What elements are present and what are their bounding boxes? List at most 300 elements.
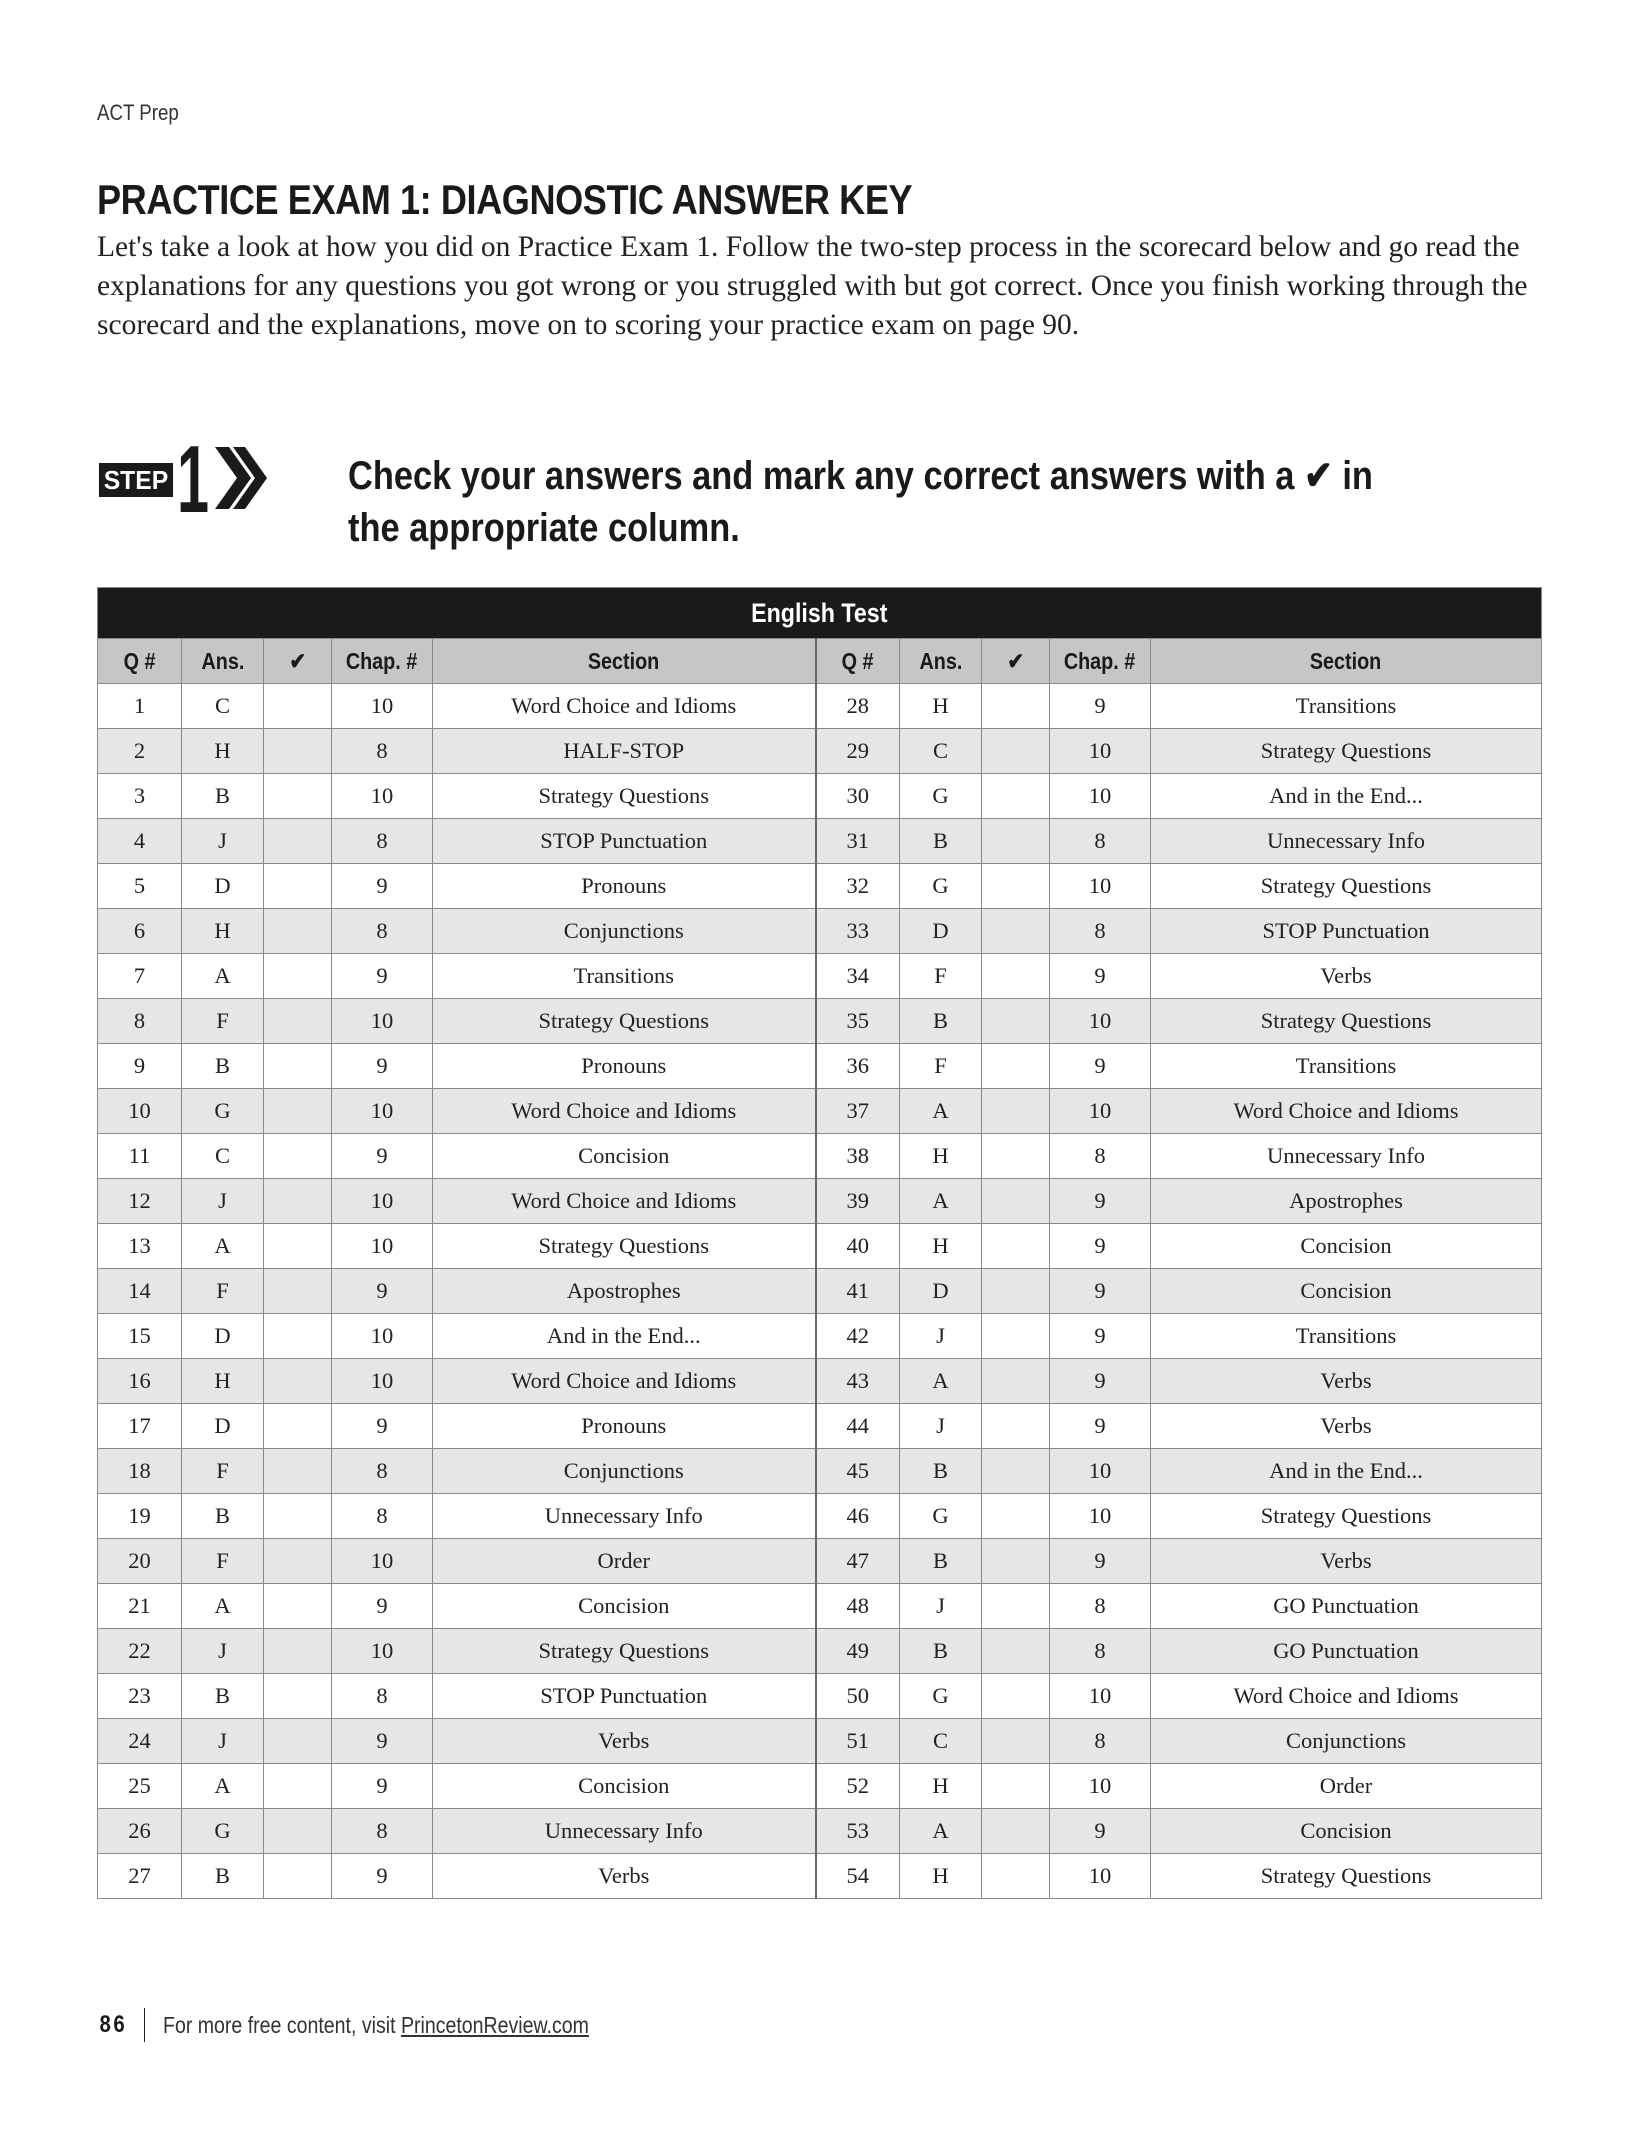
correct-check-cell[interactable] [982, 819, 1050, 864]
correct-check-cell[interactable] [982, 1224, 1050, 1269]
chapter-number: 8 [332, 1809, 433, 1854]
chapter-number: 8 [1050, 1629, 1151, 1674]
answer: H [182, 909, 264, 954]
answer: D [900, 1269, 982, 1314]
answer: D [182, 864, 264, 909]
correct-check-cell[interactable] [982, 729, 1050, 774]
correct-check-cell[interactable] [982, 1764, 1050, 1809]
section-name: Word Choice and Idioms [1151, 1089, 1542, 1134]
header-check: ✔ [982, 639, 1050, 684]
correct-check-cell[interactable] [982, 1314, 1050, 1359]
chapter-number: 8 [1050, 909, 1151, 954]
chapter-number: 8 [1050, 819, 1151, 864]
section-name: Transitions [1151, 684, 1542, 729]
answer: C [182, 684, 264, 729]
question-number: 9 [98, 1044, 182, 1089]
correct-check-cell[interactable] [982, 1449, 1050, 1494]
correct-check-cell[interactable] [982, 774, 1050, 819]
chapter-number: 10 [1050, 1764, 1151, 1809]
correct-check-cell[interactable] [264, 1539, 332, 1584]
answer: B [900, 1539, 982, 1584]
answer: F [900, 1044, 982, 1089]
section-name: Concision [1151, 1809, 1542, 1854]
section-name: Verbs [1151, 1404, 1542, 1449]
answer: G [900, 1494, 982, 1539]
answer: D [182, 1404, 264, 1449]
section-name: Concision [1151, 1224, 1542, 1269]
chapter-number: 9 [1050, 1179, 1151, 1224]
correct-check-cell[interactable] [264, 819, 332, 864]
table-row [98, 684, 1542, 729]
section-name: Strategy Questions [433, 1224, 816, 1269]
question-number: 7 [98, 954, 182, 999]
correct-check-cell[interactable] [982, 864, 1050, 909]
table-row [98, 1854, 1542, 1899]
section-name: Verbs [1151, 954, 1542, 999]
table-row [98, 1809, 1542, 1854]
correct-check-cell[interactable] [982, 1404, 1050, 1449]
question-number: 29 [816, 729, 900, 774]
section-name: Strategy Questions [1151, 729, 1542, 774]
question-number: 39 [816, 1179, 900, 1224]
correct-check-cell[interactable] [982, 999, 1050, 1044]
chapter-number: 9 [332, 1404, 433, 1449]
correct-check-cell[interactable] [264, 1179, 332, 1224]
question-number: 21 [98, 1584, 182, 1629]
question-number: 28 [816, 684, 900, 729]
correct-check-cell[interactable] [264, 1269, 332, 1314]
chapter-number: 8 [332, 909, 433, 954]
answer: J [900, 1404, 982, 1449]
chapter-number: 9 [1050, 1539, 1151, 1584]
table-row [98, 1494, 1542, 1539]
table-row [98, 819, 1542, 864]
website-link[interactable]: PrincetonReview.com [401, 2011, 590, 2038]
table-row [98, 1674, 1542, 1719]
question-number: 37 [816, 1089, 900, 1134]
answer: G [900, 1674, 982, 1719]
chapter-number: 10 [1050, 864, 1151, 909]
answer: B [182, 1494, 264, 1539]
section-name: Apostrophes [1151, 1179, 1542, 1224]
correct-check-cell[interactable] [982, 1629, 1050, 1674]
section-name: Unnecessary Info [1151, 1134, 1542, 1179]
answer: J [182, 1719, 264, 1764]
correct-check-cell[interactable] [264, 1584, 332, 1629]
answer: F [182, 1269, 264, 1314]
answer-key-table [97, 587, 1542, 1899]
answer: A [900, 1809, 982, 1854]
answer: A [182, 954, 264, 999]
page-footer [97, 2008, 664, 2042]
section-name: Verbs [433, 1719, 816, 1764]
chapter-number: 9 [1050, 1269, 1151, 1314]
page-number: 86 [99, 2011, 128, 2038]
question-number: 15 [98, 1314, 182, 1359]
chapter-number: 10 [332, 1314, 433, 1359]
section-name: Order [433, 1539, 816, 1584]
chapter-number: 10 [1050, 1494, 1151, 1539]
section-name: Pronouns [433, 1044, 816, 1089]
chapter-number: 9 [1050, 1314, 1151, 1359]
chapter-number: 10 [1050, 729, 1151, 774]
page-title: PRACTICE EXAM 1: DIAGNOSTIC ANSWER KEY [97, 176, 913, 223]
correct-check-cell[interactable] [264, 1089, 332, 1134]
correct-check-cell[interactable] [264, 774, 332, 819]
answer: B [900, 1449, 982, 1494]
question-number: 27 [98, 1854, 182, 1899]
question-number: 13 [98, 1224, 182, 1269]
correct-check-cell[interactable] [264, 1674, 332, 1719]
answer: A [900, 1089, 982, 1134]
correct-check-cell[interactable] [264, 1134, 332, 1179]
correct-check-cell[interactable] [982, 1539, 1050, 1584]
chapter-number: 9 [332, 1269, 433, 1314]
header-check: ✔ [264, 639, 332, 684]
table-row [98, 1629, 1542, 1674]
chapter-number: 9 [332, 1584, 433, 1629]
section-name: Strategy Questions [1151, 1494, 1542, 1539]
section-name: Conjunctions [433, 1449, 816, 1494]
chapter-number: 10 [1050, 774, 1151, 819]
correct-check-cell[interactable] [264, 1854, 332, 1899]
correct-check-cell[interactable] [264, 1044, 332, 1089]
footer-text: For more free content, visit PrincetonReview.com [163, 2011, 590, 2038]
correct-check-cell[interactable] [264, 954, 332, 999]
correct-check-cell[interactable] [982, 1179, 1050, 1224]
answer: F [182, 999, 264, 1044]
question-number: 35 [816, 999, 900, 1044]
chapter-number: 10 [332, 999, 433, 1044]
question-number: 14 [98, 1269, 182, 1314]
table-row [98, 1449, 1542, 1494]
answer: B [900, 1629, 982, 1674]
table-row [98, 1359, 1542, 1404]
answer: C [182, 1134, 264, 1179]
correct-check-cell[interactable] [264, 1404, 332, 1449]
question-number: 6 [98, 909, 182, 954]
question-number: 12 [98, 1179, 182, 1224]
table-row [98, 1044, 1542, 1089]
section-name: And in the End... [1151, 774, 1542, 819]
section-name: Order [1151, 1764, 1542, 1809]
chapter-number: 10 [332, 774, 433, 819]
chapter-number: 9 [1050, 954, 1151, 999]
chapter-number: 8 [332, 819, 433, 864]
question-number: 10 [98, 1089, 182, 1134]
question-number: 31 [816, 819, 900, 864]
header-section: Section [1151, 639, 1542, 684]
answer: C [900, 729, 982, 774]
question-number: 22 [98, 1629, 182, 1674]
table-row [98, 1584, 1542, 1629]
chapter-number: 8 [332, 1674, 433, 1719]
question-number: 40 [816, 1224, 900, 1269]
table-row [98, 1269, 1542, 1314]
chapter-number: 10 [1050, 1854, 1151, 1899]
chapter-number: 8 [332, 729, 433, 774]
chapter-number: 8 [332, 1449, 433, 1494]
table-row [98, 729, 1542, 774]
question-number: 41 [816, 1269, 900, 1314]
correct-check-cell[interactable] [264, 1629, 332, 1674]
correct-check-cell[interactable] [264, 1764, 332, 1809]
correct-check-cell[interactable] [982, 954, 1050, 999]
section-name: Concision [433, 1134, 816, 1179]
question-number: 43 [816, 1359, 900, 1404]
answer: G [182, 1809, 264, 1854]
question-number: 38 [816, 1134, 900, 1179]
chapter-number: 9 [1050, 1224, 1151, 1269]
section-name: STOP Punctuation [433, 819, 816, 864]
section-name: Word Choice and Idioms [1151, 1674, 1542, 1719]
step-badge: STEP [99, 463, 173, 497]
answer: B [900, 999, 982, 1044]
question-number: 47 [816, 1539, 900, 1584]
question-number: 3 [98, 774, 182, 819]
chapter-number: 10 [332, 1089, 433, 1134]
answer: J [182, 1629, 264, 1674]
chapter-number: 10 [1050, 1674, 1151, 1719]
step-number: 1 [176, 426, 209, 533]
question-number: 51 [816, 1719, 900, 1764]
question-number: 44 [816, 1404, 900, 1449]
chapter-number: 9 [332, 1719, 433, 1764]
answer: H [182, 1359, 264, 1404]
answer: J [900, 1584, 982, 1629]
table-row [98, 999, 1542, 1044]
table-row [98, 864, 1542, 909]
table-row [98, 1089, 1542, 1134]
table-header-row [98, 639, 1542, 684]
table-title: English Test [98, 588, 1542, 639]
intro-paragraph: Let's take a look at how you did on Practice Exam 1. Follow the two-step process in the scorecard below and go read the explanations for any questions you got wrong or you struggled with but got correct. Once you finish working through the scorecard and the explanations, move on to scoring your practice exam on page 90. [97, 231, 1528, 341]
question-number: 2 [98, 729, 182, 774]
correct-check-cell[interactable] [264, 1359, 332, 1404]
section-name: Word Choice and Idioms [433, 684, 816, 729]
step-marker [97, 426, 269, 533]
correct-check-cell[interactable] [982, 1044, 1050, 1089]
chapter-number: 9 [332, 1134, 433, 1179]
section-name: Strategy Questions [433, 774, 816, 819]
section-name: And in the End... [433, 1314, 816, 1359]
question-number: 36 [816, 1044, 900, 1089]
question-number: 49 [816, 1629, 900, 1674]
answer: G [900, 864, 982, 909]
section-name: Conjunctions [433, 909, 816, 954]
chapter-number: 9 [1050, 1404, 1151, 1449]
question-number: 46 [816, 1494, 900, 1539]
section-name: Transitions [1151, 1044, 1542, 1089]
question-number: 26 [98, 1809, 182, 1854]
answer: J [900, 1314, 982, 1359]
question-number: 53 [816, 1809, 900, 1854]
chapter-number: 10 [332, 1224, 433, 1269]
correct-check-cell[interactable] [982, 1494, 1050, 1539]
answer: D [900, 909, 982, 954]
correct-check-cell[interactable] [264, 864, 332, 909]
correct-check-cell[interactable] [982, 1584, 1050, 1629]
footer-divider [144, 2008, 146, 2042]
question-number: 42 [816, 1314, 900, 1359]
question-number: 52 [816, 1764, 900, 1809]
table-row [98, 1404, 1542, 1449]
correct-check-cell[interactable] [982, 1809, 1050, 1854]
correct-check-cell[interactable] [982, 1674, 1050, 1719]
correct-check-cell[interactable] [982, 909, 1050, 954]
correct-check-cell[interactable] [264, 1224, 332, 1269]
question-number: 19 [98, 1494, 182, 1539]
answer: G [900, 774, 982, 819]
answer: H [900, 684, 982, 729]
step-instruction: Check your answers and mark any correct answers with a ✔ in the appropriate column. [348, 454, 1373, 550]
chapter-number: 9 [1050, 1044, 1151, 1089]
section-name: Unnecessary Info [433, 1494, 816, 1539]
chapter-number: 9 [332, 1764, 433, 1809]
answer: A [900, 1359, 982, 1404]
section-name: Unnecessary Info [1151, 819, 1542, 864]
section-name: STOP Punctuation [1151, 909, 1542, 954]
section-name: Unnecessary Info [433, 1809, 816, 1854]
correct-check-cell[interactable] [982, 1134, 1050, 1179]
chapter-number: 9 [332, 954, 433, 999]
section-name: Word Choice and Idioms [433, 1359, 816, 1404]
section-name: Verbs [1151, 1359, 1542, 1404]
chapter-number: 8 [1050, 1134, 1151, 1179]
header-chap: Chap. # [332, 639, 433, 684]
section-name: Verbs [433, 1854, 816, 1899]
answer: D [182, 1314, 264, 1359]
section-name: Apostrophes [433, 1269, 816, 1314]
answer: J [182, 819, 264, 864]
question-number: 11 [98, 1134, 182, 1179]
correct-check-cell[interactable] [264, 1809, 332, 1854]
chapter-number: 9 [332, 1854, 433, 1899]
answer: A [900, 1179, 982, 1224]
table-row [98, 909, 1542, 954]
question-number: 5 [98, 864, 182, 909]
answer: F [182, 1449, 264, 1494]
answer: A [182, 1764, 264, 1809]
correct-check-cell[interactable] [982, 684, 1050, 729]
chapter-number: 10 [332, 1179, 433, 1224]
correct-check-cell[interactable] [264, 1719, 332, 1764]
question-number: 33 [816, 909, 900, 954]
question-number: 4 [98, 819, 182, 864]
chapter-number: 10 [1050, 1449, 1151, 1494]
section-name: Concision [433, 1764, 816, 1809]
question-number: 24 [98, 1719, 182, 1764]
table-row [98, 1764, 1542, 1809]
answer: B [182, 774, 264, 819]
table-row [98, 1179, 1542, 1224]
question-number: 25 [98, 1764, 182, 1809]
chapter-number: 9 [1050, 1809, 1151, 1854]
section-name: Transitions [433, 954, 816, 999]
answer: H [900, 1134, 982, 1179]
section-name: Strategy Questions [433, 1629, 816, 1674]
question-number: 30 [816, 774, 900, 819]
question-number: 20 [98, 1539, 182, 1584]
correct-check-cell[interactable] [264, 1449, 332, 1494]
answer: B [182, 1674, 264, 1719]
chapter-number: 10 [1050, 1089, 1151, 1134]
correct-check-cell[interactable] [982, 1359, 1050, 1404]
question-number: 48 [816, 1584, 900, 1629]
table-row [98, 774, 1542, 819]
answer: A [182, 1224, 264, 1269]
chapter-number: 10 [1050, 999, 1151, 1044]
answer: H [900, 1764, 982, 1809]
correct-check-cell[interactable] [264, 1314, 332, 1359]
chapter-number: 10 [332, 1539, 433, 1584]
table-row [98, 1224, 1542, 1269]
chapter-number: 9 [1050, 684, 1151, 729]
correct-check-cell[interactable] [982, 1719, 1050, 1764]
question-number: 8 [98, 999, 182, 1044]
question-number: 1 [98, 684, 182, 729]
question-number: 32 [816, 864, 900, 909]
section-name: Strategy Questions [1151, 999, 1542, 1044]
section-name: Word Choice and Idioms [433, 1179, 816, 1224]
chapter-number: 8 [1050, 1584, 1151, 1629]
correct-check-cell[interactable] [982, 1854, 1050, 1899]
table-row [98, 1719, 1542, 1764]
section-name: Word Choice and Idioms [433, 1089, 816, 1134]
answer: B [900, 819, 982, 864]
section-name: And in the End... [1151, 1449, 1542, 1494]
correct-check-cell[interactable] [264, 684, 332, 729]
header-ans: Ans. [182, 639, 264, 684]
question-number: 54 [816, 1854, 900, 1899]
chapter-number: 10 [332, 684, 433, 729]
section-name: Conjunctions [1151, 1719, 1542, 1764]
correct-check-cell[interactable] [264, 729, 332, 774]
chapter-number: 9 [332, 864, 433, 909]
correct-check-cell[interactable] [264, 909, 332, 954]
chapter-number: 8 [332, 1494, 433, 1539]
section-name: Pronouns [433, 864, 816, 909]
chapter-number: 10 [332, 1629, 433, 1674]
header-ans: Ans. [900, 639, 982, 684]
section-name: Pronouns [433, 1404, 816, 1449]
correct-check-cell[interactable] [982, 1089, 1050, 1134]
answer: G [182, 1089, 264, 1134]
answer: H [900, 1224, 982, 1269]
correct-check-cell[interactable] [982, 1269, 1050, 1314]
header-chap: Chap. # [1050, 639, 1151, 684]
section-name: Strategy Questions [1151, 864, 1542, 909]
correct-check-cell[interactable] [264, 1494, 332, 1539]
section-name: STOP Punctuation [433, 1674, 816, 1719]
double-chevron-right-icon [213, 445, 269, 516]
running-head: ACT Prep [97, 100, 179, 125]
answer: C [900, 1719, 982, 1764]
section-name: GO Punctuation [1151, 1584, 1542, 1629]
section-name: Strategy Questions [1151, 1854, 1542, 1899]
answer: H [182, 729, 264, 774]
table-row [98, 1134, 1542, 1179]
section-name: Verbs [1151, 1539, 1542, 1584]
answer: F [900, 954, 982, 999]
chapter-number: 10 [332, 1359, 433, 1404]
question-number: 16 [98, 1359, 182, 1404]
chapter-number: 9 [1050, 1359, 1151, 1404]
correct-check-cell[interactable] [264, 999, 332, 1044]
chapter-number: 9 [332, 1044, 433, 1089]
question-number: 45 [816, 1449, 900, 1494]
section-name: Transitions [1151, 1314, 1542, 1359]
